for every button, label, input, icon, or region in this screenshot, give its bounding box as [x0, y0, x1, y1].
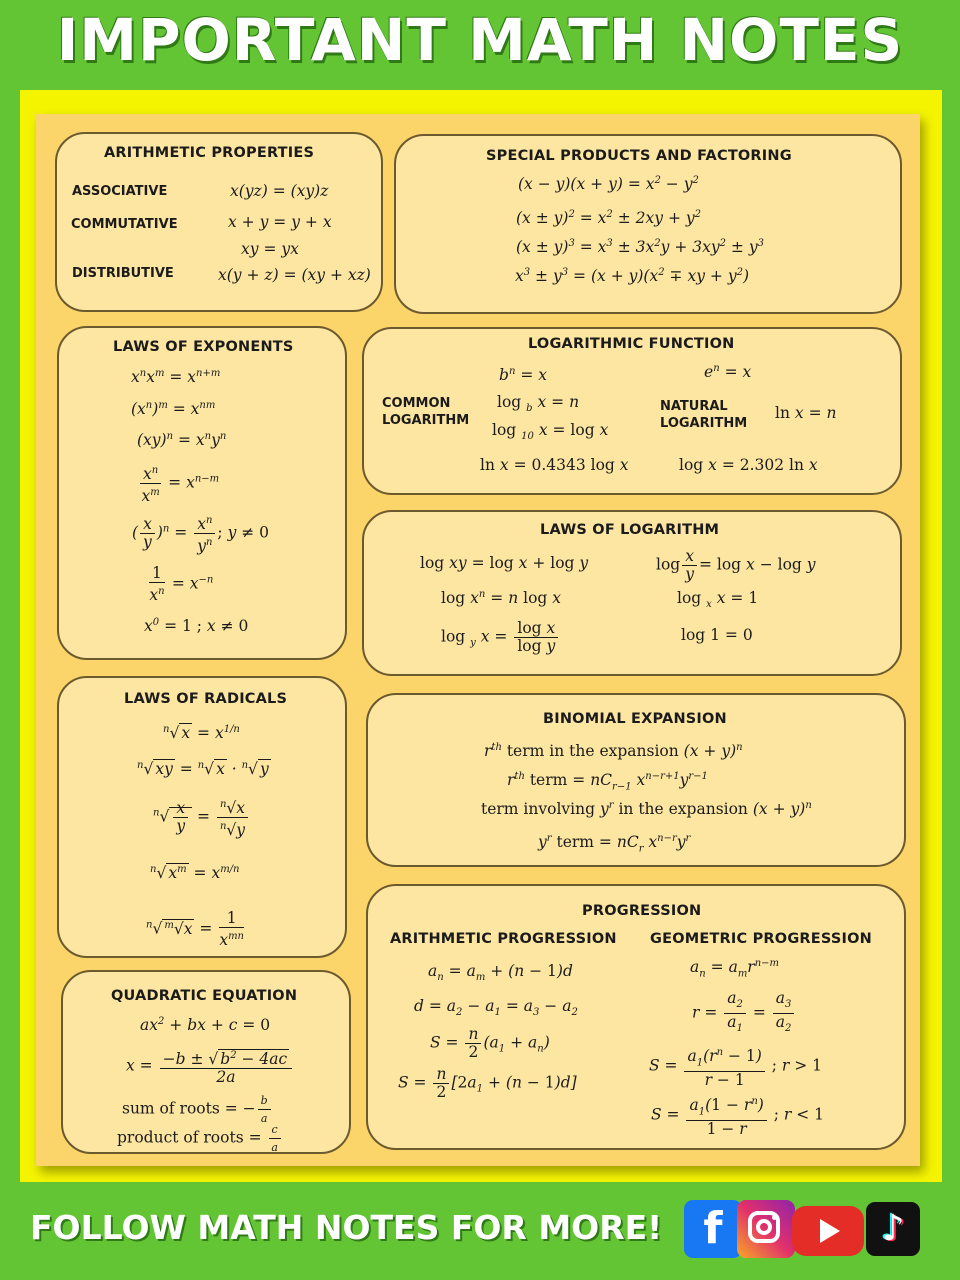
log-law-self: log $_x$ x = 1	[677, 589, 759, 611]
instagram-icon[interactable]	[737, 1200, 795, 1258]
commutative-formula-1: x + y = y + x	[228, 213, 332, 231]
radical-rule-2: $^n$√ xy = $^n$√ x · $^n$√ y	[137, 760, 269, 779]
special-formula-4: $x^3 \pm y^3 = (x + y)(x^2$ ∓ xy + $y^2$)	[515, 267, 750, 286]
special-formula-3: $(x \pm y)^3 = x^3 \pm 3x^2y + 3xy^2 \pm y^3$	[516, 238, 764, 257]
commutative-label: COMMUTATIVE	[71, 217, 178, 232]
gp-sum-r-less: S = $\frac{a_1(1 - r^n)}{1 - r}$ ; r < 1	[651, 1093, 824, 1138]
gp-nth-term: $a_n = a_mr^{n-m}$	[690, 958, 780, 980]
common-logarithm-label-1: COMMON	[382, 396, 451, 411]
quadratic-formula: x = $\frac{-b \pm √ b^2 - 4ac}{2a}$	[126, 1047, 294, 1086]
natural-logarithm-label-1: NATURAL	[660, 399, 728, 414]
footer-call-to-action: FOLLOW MATH NOTES FOR MORE!	[30, 1208, 663, 1247]
exponent-rule-2: $(x^n)^m = x^{nm}$	[131, 400, 216, 419]
binomial-line-4: $y^r$ term = $nC_r$ $x^{n-r}y^r$	[538, 833, 691, 855]
quadratic-equation-title: QUADRATIC EQUATION	[111, 988, 298, 1004]
radical-rule-5: $^n$√ $^m$√x = $\frac{1}{x^{mn}}$	[146, 909, 245, 950]
log-conversion-2: log x = 2.302 ln x	[679, 456, 818, 474]
facebook-icon[interactable]: f	[684, 1200, 742, 1258]
radical-rule-1: $^n$√ $x = x^{1/n}$	[163, 724, 240, 743]
commutative-formula-2: xy = yx	[241, 240, 299, 258]
logarithmic-function-title: LOGARITHMIC FUNCTION	[528, 336, 735, 352]
log-law-change-base: log $_y$ x = $\frac{\text{log x}}{\text{log y}}$	[441, 620, 560, 655]
geometric-progression-heading: GEOMETRIC PROGRESSION	[650, 931, 872, 947]
log-law-product: log xy = log x + log y	[420, 554, 589, 572]
radical-rule-4: $^n$√ $x^m = x^{m/n}$	[150, 864, 240, 883]
log-law-quotient: log $\frac{x}{y}$ = log x − log y	[656, 547, 816, 583]
arithmetic-properties-title: ARITHMETIC PROPERTIES	[104, 145, 315, 161]
special-formula-2: $(x \pm y)^2 = x^2 \pm 2xy + y^2$	[516, 209, 701, 228]
page-title: IMPORTANT MATH NOTES	[56, 6, 904, 74]
exponent-rule-3: $(xy)^n = x^ny^n$	[137, 431, 227, 450]
exponent-rule-4: $\frac{x^n}{x^m}$ = $x^{n-m}$	[138, 462, 219, 505]
binomial-expansion-title: BINOMIAL EXPANSION	[543, 711, 727, 727]
natural-logarithm-label-2: LOGARITHM	[660, 416, 748, 431]
quadratic-standard-form: $ax^2$ + bx + c = 0	[140, 1016, 271, 1035]
binomial-line-2: $r^{th}$ term = $nC_{r-1}$ $x^{n-r+1}y^{r-1}$	[507, 771, 708, 793]
ap-sum-1: S = $\frac{n}{2}$ $(a_1 + a_n)$	[430, 1025, 550, 1061]
radical-rule-3: $^n$√ $\frac{x}{y}$ = $\frac{^n√x}{^n√y}$	[153, 796, 250, 839]
common-log-1: log $_b$ x = n	[497, 393, 580, 415]
special-products-title: SPECIAL PRODUCTS AND FACTORING	[486, 148, 792, 164]
exponent-rule-7: $x^0 = 1$ ; x ≠ 0	[144, 617, 249, 636]
youtube-icon[interactable]	[792, 1206, 864, 1256]
gp-common-ratio: r = $\frac{a_2}{a_1}$ = $\frac{a_3}{a_2}$	[692, 990, 796, 1037]
ap-sum-2: S = $\frac{n}{2}$ $[2a_1 + (n - 1)d]$	[398, 1065, 577, 1101]
log-def-natural: $e^n = x$	[704, 363, 752, 382]
associative-label: ASSOCIATIVE	[72, 184, 168, 199]
binomial-line-3: term involving $y^r$ in the expansion $(x + y)^n$	[481, 800, 812, 819]
log-conversion-1: ln x = 0.4343 log x	[480, 456, 629, 474]
ap-nth-term: $a_n = a_m + (n - 1)d$	[428, 962, 573, 984]
tiktok-icon[interactable]: ♪	[866, 1202, 920, 1256]
product-of-roots: product of roots = $\frac{c}{a}$	[117, 1121, 283, 1156]
exponent-rule-6: $\frac{1}{x^n}$ = $x^{-n}$	[149, 564, 214, 605]
gp-sum-r-greater: S = $\frac{a_1(r^n - 1)}{r - 1}$ ; r > 1	[649, 1044, 822, 1089]
exponent-rule-5: ( $\frac{x}{y}$ )$^n$ = $\frac{x^n}{y^n}$ ; y ≠ 0	[132, 512, 269, 555]
common-logarithm-label-2: LOGARITHM	[382, 413, 470, 428]
ap-common-difference: $d = a_2 - a_1 = a_3 - a_2$	[414, 997, 578, 1019]
special-formula-1: $(x - y)(x + y) = x^2 - y^2$	[518, 175, 699, 194]
progression-title: PROGRESSION	[582, 903, 702, 919]
log-def-common: $b^n = x$	[499, 366, 547, 385]
associative-formula: x(yz) = (xy)z	[230, 182, 329, 200]
sum-of-roots: sum of roots = − $\frac{b}{a}$	[122, 1092, 273, 1127]
log-law-one: log 1 = 0	[681, 626, 753, 644]
common-log-2: log $_{10}$ x = log x	[492, 421, 609, 443]
exponent-rule-1: $x^nx^m = x^{n+m}$	[131, 368, 221, 387]
binomial-line-1: $r^{th}$ term in the expansion $(x + y)^n$	[484, 742, 743, 761]
log-law-power: $\log x^n = n$ log x	[441, 589, 562, 608]
natural-log: ln x = n	[775, 404, 837, 422]
laws-of-logarithm-title: LAWS OF LOGARITHM	[540, 522, 720, 538]
laws-of-radicals-title: LAWS OF RADICALS	[124, 691, 288, 707]
laws-of-exponents-title: LAWS OF EXPONENTS	[113, 339, 294, 355]
arithmetic-progression-heading: ARITHMETIC PROGRESSION	[390, 931, 617, 947]
distributive-formula: x(y + z) = (xy + xz)	[218, 266, 371, 284]
distributive-label: DISTRIBUTIVE	[72, 266, 174, 281]
